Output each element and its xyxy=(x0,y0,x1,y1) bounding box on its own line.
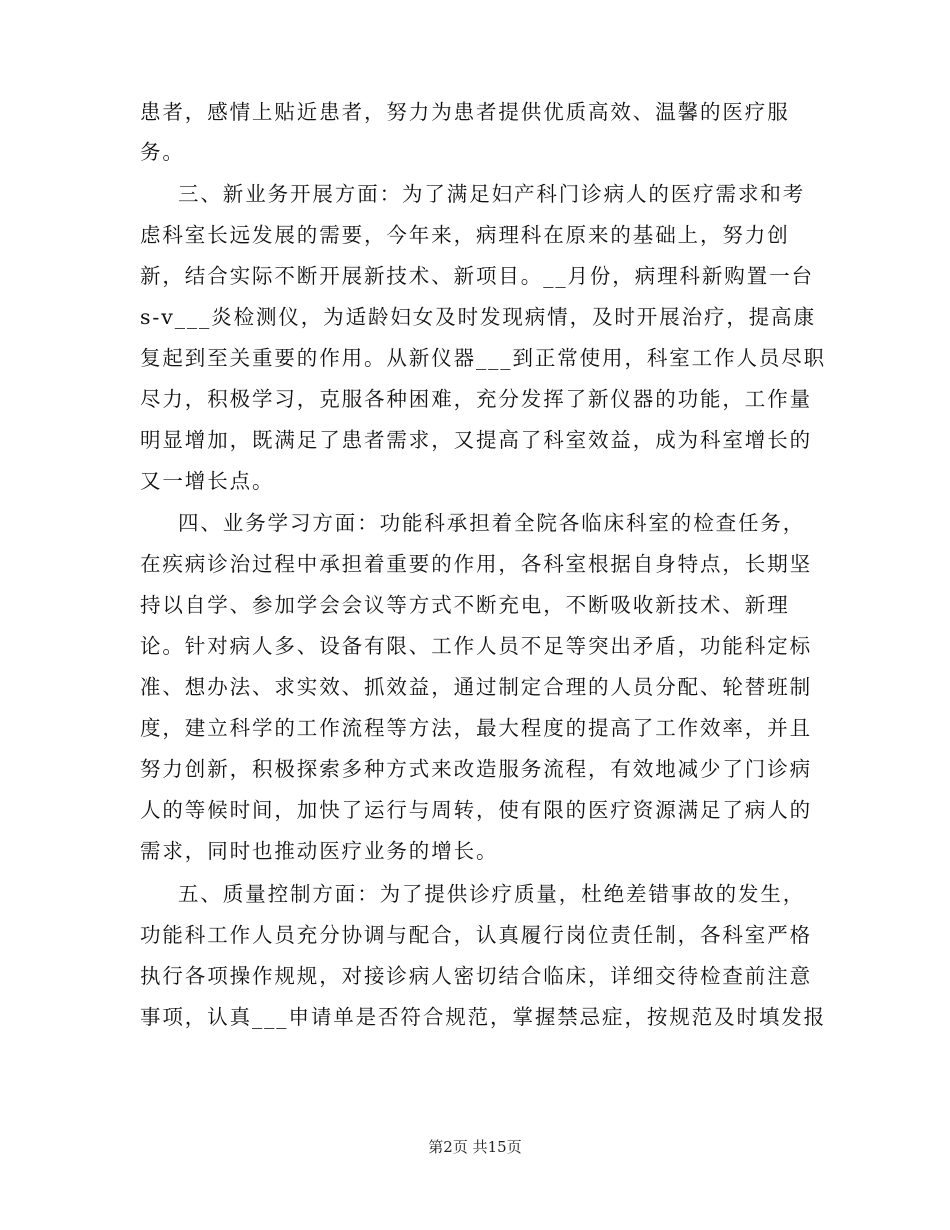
body-text-line: 虑科室长远发展的需要，今年来，病理科在原来的基础上，努力创 xyxy=(140,223,790,247)
body-text-line: 人的等候时间，加快了运行与周转，使有限的医疗资源满足了病人的 xyxy=(140,798,812,822)
body-text-line: 患者，感情上贴近患者，努力为患者提供优质高效、温馨的医疗服 xyxy=(140,100,790,124)
page-number-footer: 第2页 共15页 xyxy=(428,1138,522,1156)
body-text-line: 执行各项操作规规，对接诊病人密切结合临床，详细交待检查前注意 xyxy=(140,964,812,988)
body-text-line: 务。 xyxy=(140,140,185,164)
body-text-line: 尽力，积极学习，克服各种困难，充分发挥了新仪器的功能，工作量 xyxy=(140,387,812,411)
body-text-line: 度，建立科学的工作流程等方法，最大程度的提高了工作效率，并且 xyxy=(140,716,812,740)
paragraph-heading-line: 四、业务学习方面：功能科承担着全院各临床科室的检查任务， xyxy=(178,511,806,535)
body-text-line: 论。针对病人多、设备有限、工作人员不足等突出矛盾，功能科定标 xyxy=(140,634,812,658)
body-text-line: 需求，同时也推动医疗业务的增长。 xyxy=(140,839,499,863)
body-text-line: 事项，认真___申请单是否符合规范，掌握禁忌症，按规范及时填发报 xyxy=(140,1005,827,1029)
paragraph-heading-line: 三、新业务开展方面：为了满足妇产科门诊病人的医疗需求和考 xyxy=(178,182,806,206)
body-text-line: 又一增长点。 xyxy=(140,469,275,493)
body-text-line: 明显增加，既满足了患者需求，又提高了科室效益，成为科室增长的 xyxy=(140,428,812,452)
body-text-line: 持以自学、参加学会会议等方式不断充电，不断吸收新技术、新理 xyxy=(140,593,790,617)
body-text-line: 努力创新，积极探索多种方式来改造服务流程，有效地减少了门诊病 xyxy=(140,757,812,781)
body-text-line: s-v___炎检测仪，为适龄妇女及时发现病情，及时开展治疗，提高康 xyxy=(140,305,816,329)
paragraph-heading-line: 五、质量控制方面：为了提供诊疗质量，杜绝差错事故的发生， xyxy=(178,882,806,906)
body-text-line: 复起到至关重要的作用。从新仪器___到正常使用，科室工作人员尽职 xyxy=(140,346,827,370)
body-text-line: 功能科工作人员充分协调与配合，认真履行岗位责任制，各科室严格 xyxy=(140,923,812,947)
body-text-line: 准、想办法、求实效、抓效益，通过制定合理的人员分配、轮替班制 xyxy=(140,675,812,699)
body-text-line: 新，结合实际不断开展新技术、新项目。__月份，病理科新购置一台 xyxy=(140,264,814,288)
body-text-line: 在疾病诊治过程中承担着重要的作用，各科室根据自身特点，长期坚 xyxy=(140,552,812,576)
